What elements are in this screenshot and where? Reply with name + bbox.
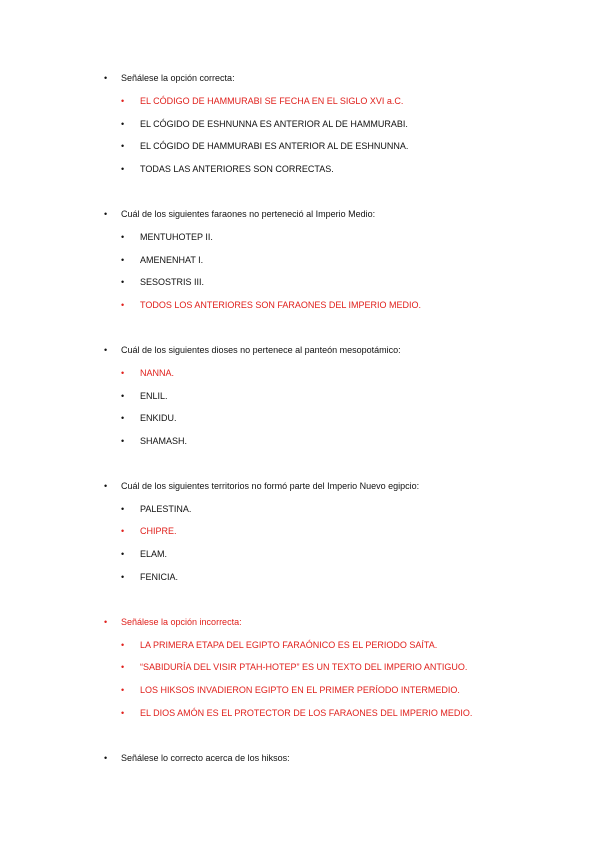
- question-text: Señálese lo correcto acerca de los hiksos:: [121, 753, 290, 763]
- option-text: PALESTINA.: [140, 504, 192, 514]
- option-text: EL CÓDIGO DE HAMMURABI SE FECHA EN EL SIGLO XVI a.C.: [140, 96, 404, 106]
- bullet-icon: •: [121, 368, 125, 378]
- bullet-icon: •: [121, 572, 125, 582]
- option-text: “SABIDURÍA DEL VISIR PTAH-HOTEP” ES UN TEXTO DEL IMPERIO ANTIGUO.: [140, 662, 468, 672]
- bullet-icon: •: [121, 119, 125, 129]
- bullet-icon: •: [104, 73, 108, 83]
- question-text: Cuál de los siguientes faraones no perteneció al Imperio Medio:: [121, 209, 376, 219]
- option-text: EL CÓGIDO DE ESHNUNNA ES ANTERIOR AL DE HAMMURABI.: [140, 119, 408, 129]
- option-text: TODOS LOS ANTERIORES SON FARAONES DEL IMPERIO MEDIO.: [140, 300, 422, 310]
- bullet-icon: •: [121, 164, 125, 174]
- option-text: LA PRIMERA ETAPA DEL EGIPTO FARAÓNICO ES EL PERIODO SAÍTA.: [140, 640, 438, 650]
- bullet-icon: •: [121, 277, 125, 287]
- bullet-icon: •: [121, 662, 125, 672]
- option-text: TODAS LAS ANTERIORES SON CORRECTAS.: [140, 164, 334, 174]
- question-text: Señálese la opción correcta:: [121, 73, 235, 83]
- option-text: ENLIL.: [140, 391, 168, 401]
- question-text: Señálese la opción incorrecta:: [121, 617, 242, 627]
- question-text: Cuál de los siguientes territorios no formó parte del Imperio Nuevo egipcio:: [121, 481, 420, 491]
- bullet-icon: •: [121, 708, 125, 718]
- bullet-icon: •: [121, 685, 125, 695]
- bullet-icon: •: [121, 255, 125, 265]
- question-text: Cuál de los siguientes dioses no pertenece al panteón mesopotámico:: [121, 345, 401, 355]
- option-text: ELAM.: [140, 549, 168, 559]
- option-text: AMENENHAT I.: [140, 255, 204, 265]
- bullet-icon: •: [121, 391, 125, 401]
- bullet-icon: •: [121, 436, 125, 446]
- bullet-icon: •: [121, 141, 125, 151]
- option-text: ENKIDU.: [140, 413, 177, 423]
- bullet-icon: •: [104, 209, 108, 219]
- bullet-icon: •: [104, 345, 108, 355]
- option-text: SHAMASH.: [140, 436, 188, 446]
- bullet-icon: •: [104, 481, 108, 491]
- bullet-icon: •: [121, 526, 125, 536]
- bullet-icon: •: [121, 549, 125, 559]
- option-text: SESOSTRIS III.: [140, 277, 205, 287]
- option-text: EL DIOS AMÓN ES EL PROTECTOR DE LOS FARAONES DEL IMPERIO MEDIO.: [140, 708, 473, 718]
- bullet-icon: •: [121, 96, 125, 106]
- option-text: CHIPRE.: [140, 526, 177, 536]
- bullet-icon: •: [104, 617, 108, 627]
- option-text: NANNA.: [140, 368, 175, 378]
- option-text: LOS HIKSOS INVADIERON EGIPTO EN EL PRIMER PERÍODO INTERMEDIO.: [140, 685, 460, 695]
- bullet-icon: •: [104, 753, 108, 763]
- bullet-icon: •: [121, 640, 125, 650]
- option-text: MENTUHOTEP II.: [140, 232, 213, 242]
- option-text: EL CÓGIDO DE HAMMURABI ES ANTERIOR AL DE ESHNUNNA.: [140, 141, 409, 151]
- option-text: FENICIA.: [140, 572, 179, 582]
- bullet-icon: •: [121, 413, 125, 423]
- bullet-icon: •: [121, 300, 125, 310]
- bullet-icon: •: [121, 504, 125, 514]
- bullet-icon: •: [121, 232, 125, 242]
